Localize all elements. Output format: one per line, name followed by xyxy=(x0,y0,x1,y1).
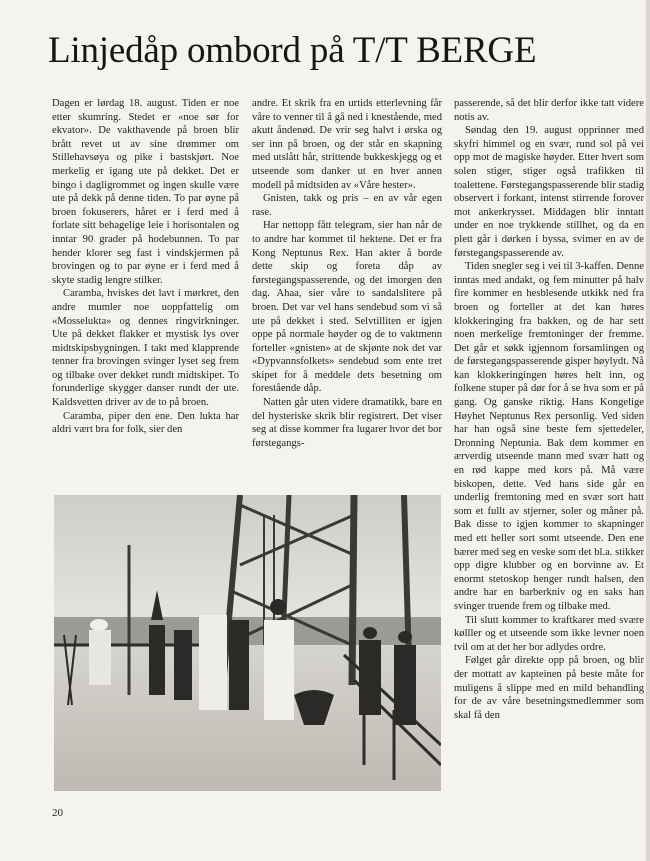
paragraph: andre. Et skrik fra en urtids etterlevning får våre to venner til å gå ned i knestående, med akutt åndenød. De vrir seg halvt i ørska og ser inn på broen, og der står en skapning med utslått hår, strittende bukkeskjegg og et utseende som danker ut en hver annen modell på midtsiden av «Våre hester». xyxy=(252,98,442,191)
paragraph: Caramba, hviskes det lavt i mørkret, den andre mumler noe uoppfattelig om «Mosselukta» og dennes ringvirkninger. Ute på dekket flakker et mystisk lys over midtskipsbygningen. I takt med klapprende tenner fra brovingen svinger lyset seg frem og tilbake over dekket rundt midtskipet. To forunderlige skygger danser rundt der ute. Kaldsvetten driver av de to på broen. xyxy=(52,288,239,409)
page-number: 20 xyxy=(52,807,63,819)
paragraph: Følget går direkte opp på broen, og blir der mottatt av kapteinen på beste måte for muligens å slippe med en mild behandling for de av våre besetningsmedlemmer som skal få den xyxy=(454,655,644,721)
deck-ceremony-photo xyxy=(54,495,441,791)
paragraph: Dagen er lørdag 18. august. Tiden er noe etter skumring. Stedet er «noe sør for ekvator». De vakthavende på broen blir brått revet ut av sine drømmer om Stillehavsøya og pike i bastskjørt. Noe merkelig er igang ute på dekket. Det er bingo i dagligrommet og ingen skulle være ute på dekk på denne tiden. To par øyne på broen fokuserers, håret er i ferd med å forlate sitt behagelige leie i horisontalen og inntar 90 grader på hodebunnen. To par hender klorer seg fast i vindskjermen på brovingen og to par øyne er i ferd med å skyte stadig lengre stilker. xyxy=(52,98,239,286)
paragraph: Har nettopp fått telegram, sier han når de to andre har kommet til hektene. Det er fra Kong Neptunus Rex. Han akter å borde dette skip og foreta dåp av førstegangspasserende, og det imorgen den dag. Ahaa, sier våre to sandalslitere på broen. Det var vel hans sendebud som vi så ute på dekket i sted. Selvtilliten er igjen oppe på normale høyder og de to vaktmenn forteller «gnisten» at de skjønte nok det var «Dypvannsfolkets» sendebud som ente tret skipet for å meddele dets besetning om forestående dåp. xyxy=(252,220,442,395)
paragraph: Caramba, piper den ene. Den lukta har aldri vært bra for folk, sier den xyxy=(52,410,239,436)
article-title: Linjedåp ombord på T/T BERGE xyxy=(48,30,537,71)
paragraph: Til slutt kommer to kraftkarer med svære kølller og et utseende som ikke levner noen tvil om at det her bor adlydes ordre. xyxy=(454,614,644,653)
text-column-2 xyxy=(252,97,442,477)
paragraph: Natten går uten videre dramatikk, bare en del hysteriske skrik blir registrert. Det viser seg at disse kommer fra lugarer hvor det bor førstegangs- xyxy=(252,397,442,449)
page-edge xyxy=(646,0,650,861)
paragraph: Søndag den 19. august opprinner med skyfri himmel og en svær, rund sol på vei opp mot de magiske høyder. Etter hvert som solen stiger, stiger også trafikken til toalettene. Førstegangspasserende blir stadig observert i forkant, intenst stirrende forover mot ankerkrysset. Middagen blir inntatt under en noe trykkende stillhet, og da en plett går i dørken i byssa, svimer en av de førstegangspasserende av. xyxy=(454,125,644,259)
text-column-1 xyxy=(52,97,239,477)
paragraph: Gnisten, takk og pris – en av vår egen rase. xyxy=(252,193,442,218)
paragraph: passerende, så det blir derfor ikke tatt videre notis av. xyxy=(454,98,644,123)
paragraph: Tiden snegler seg i vei til 3-kaffen. Denne inntas med andakt, og fem minutter på halv fire kommer en hesblesende utkikk ned fra broen og forteller at det kan høres klokkeringing fra bakken, og de har sett noen merkelige fremtoninger der fremme. Det går et søkk igjennom forsamlingen og de førstegangspasserende gisper høylydt. Nå kan klokkeringingen høres helt inn, og folkene stuper på dør for å se hva som er på gang. Og ganske riktig. Hans Kongelige Høyhet Neptunus Rex personlig. Ved siden har han også sine beste fem sjettedeler, Dronning Neptunia. Bak dem kommer en ærverdig utseende mann med svær hatt og en rød kappe med kors på. Må være biskopen, dette. Ved hans side går en underlig fremtoning med en svær sort hatt som et fullt av stjerner, soler og måner på. Bak disse to igjen kommer to skapninger med ett heller sort somt utseende. Den ene bærer med seg en veske som det bl.a. stikker opp digre klubber og en borvinne av. Et enormt stetoskop henger rundt halsen, den andre har en barberkniv og en saks han svinger truende frem og tilbake med. xyxy=(454,261,644,612)
text-column-3 xyxy=(454,97,644,802)
